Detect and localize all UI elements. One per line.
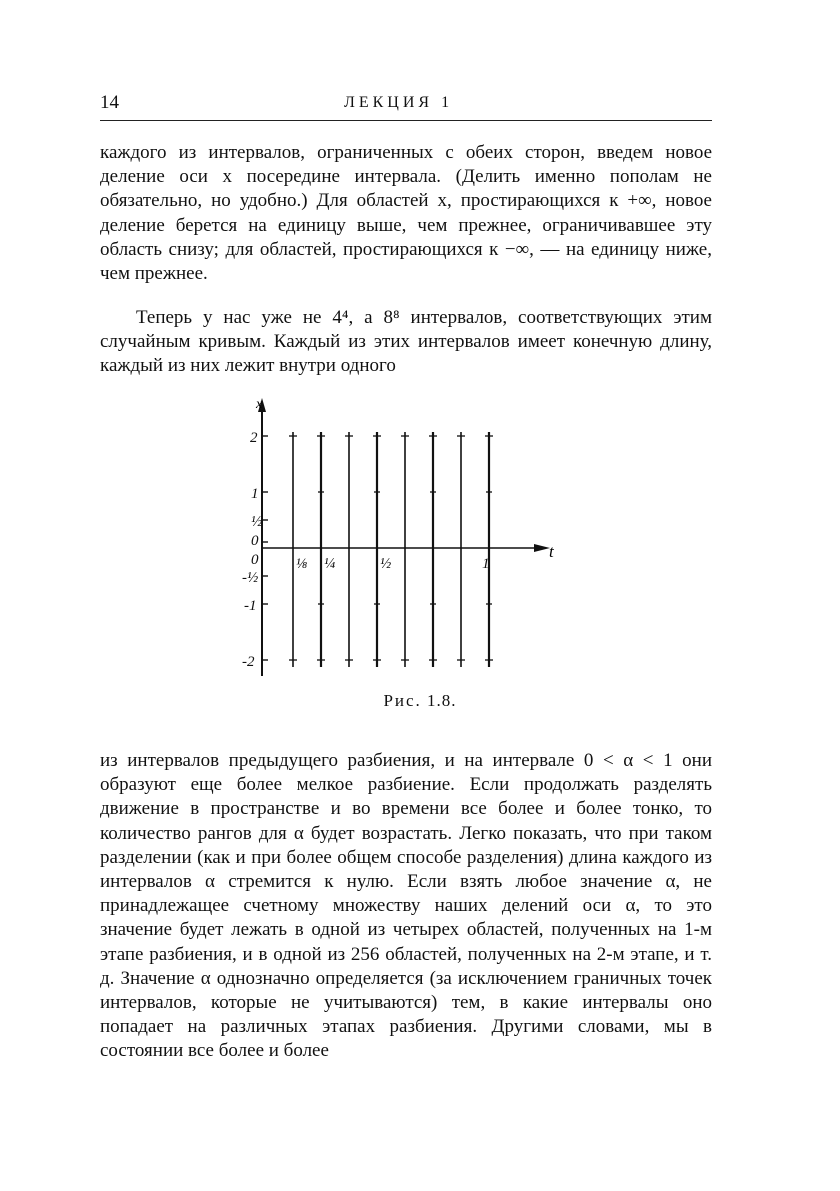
caption-number: 1.8. (427, 691, 457, 710)
y-label-half: ½ (251, 514, 263, 530)
y-label-1: 1 (251, 486, 259, 502)
t-label-quarter: ¼ (324, 556, 336, 572)
figure-caption (0, 691, 840, 711)
y-label-0-upper: 0 (251, 533, 259, 549)
page-header (100, 88, 712, 121)
caption-label: Рис. (383, 691, 422, 710)
figure-diagram (220, 392, 580, 682)
division-lines (293, 432, 489, 667)
y-label-neg-half: -½ (242, 570, 259, 586)
page-number: 14 (100, 92, 119, 113)
paragraph-3: из интервалов предыдущего разбиения, и на интервале 0 < α < 1 они образуют еще более мелкое разбиение. Если продолжать разделять движение в пространстве и во времени все более и более тонко, то количество рангов для α будет возрастать. Легко показать, что при таком разделении (как и при более общем способе разделения) длина каждого из интервалов α стремится к нулю. Если взять любое значение α, не принадлежащее счетному множеству наших делений оси α, то это значение будет лежать в одной из четырех областей, полученных на 1-м этапе разбиения, и в одной из 256 областей, полученных на 2-м этапе, и т. д. Значение α однозначно определяется (за исключением граничных точек интервалов, которые не учитываются) тем, в какие интервалы оно попадает на различных этапах разбиения. Другими словами, мы в состоянии все более и более (100, 750, 712, 1062)
paragraph-1: каждого из интервалов, ограниченных с обеих сторон, введем новое деление оси x посередине интервала. (Делить именно пополам не обязательно, но удобно.) Для областей x, простирающихся к +∞, новое деление берется на единицу выше, чем прежнее, ограничивавшее эту область снизу; для областей, простирающихся к −∞, — на единицу ниже, чем прежнее. (100, 142, 712, 285)
y-label-neg-2: -2 (242, 654, 255, 670)
x-axis-label: x (256, 397, 263, 412)
y-label-neg-1: -1 (244, 598, 257, 614)
t-axis-arrow (534, 544, 550, 552)
paragraph-2: Теперь у нас уже не 4⁴, а 8⁸ интервалов, соответствующих этим случайным кривым. Каждый из этих интервалов имеет конечную длину, каждый из них лежит внутри одного (100, 307, 712, 377)
t-axis-label: t (549, 542, 554, 561)
t-label-half: ½ (380, 556, 392, 572)
figure-1-8 (220, 392, 580, 682)
y-label-2: 2 (250, 430, 258, 446)
y-label-0-lower: 0 (251, 552, 259, 568)
t-label-1: 1 (482, 556, 490, 572)
t-label-eighth: ⅛ (296, 556, 308, 572)
running-title: ЛЕКЦИЯ 1 (344, 94, 454, 111)
